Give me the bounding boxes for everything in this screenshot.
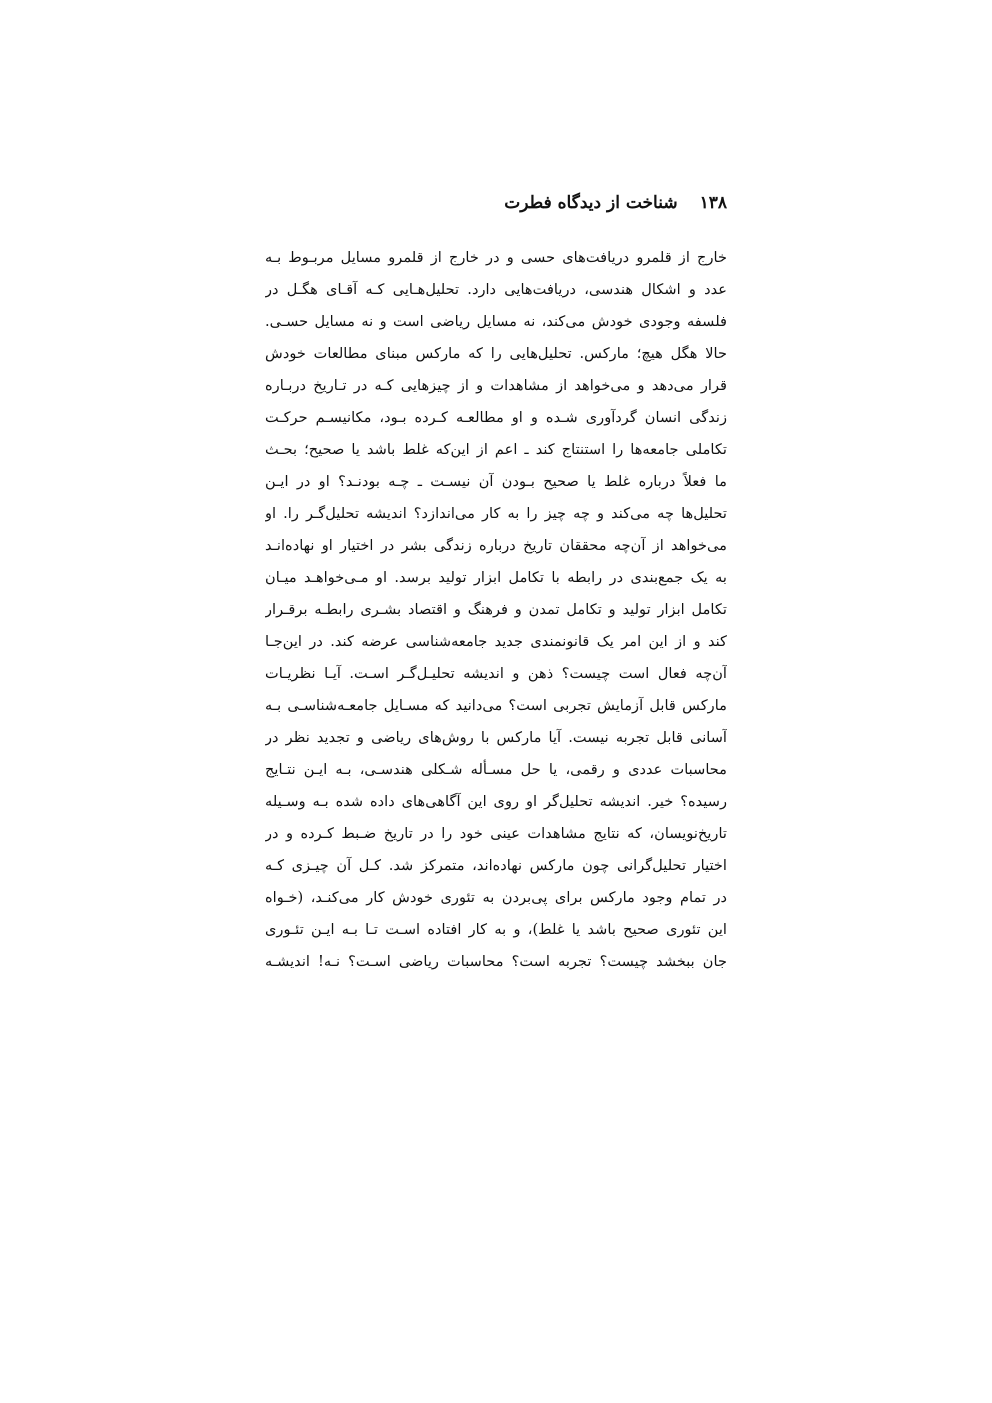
text-line: فلسفه وجودی خودش می‌کند، نه مسایل ریاضی است و نه مسایل حسـی. bbox=[265, 313, 727, 330]
text-line: تحلیل‌ها چه می‌کند و چه چیز را به کار می‌اندازد؟ اندیشه تحلیل‌گـر را. او bbox=[265, 505, 727, 522]
text-line: اختیار تحلیل‌گرانی چون مارکس نهاده‌اند، متمرکز شد. کـل آن چیـزی کـه bbox=[265, 857, 727, 874]
text-line: به یک جمع‌بندی در رابطه با تکامل ابزار تولید برسد. او مـی‌خواهـد میـان bbox=[265, 569, 727, 586]
text-line: زندگی انسان گردآوری شـده و او مطالعـه کـرده بـود، مکانیسـم حرکـت bbox=[265, 409, 727, 426]
page-number: ۱۳۸ bbox=[699, 193, 727, 213]
running-header bbox=[265, 190, 727, 216]
text-line: این تئوری صحیح باشد یا غلط)، و به کار افتاده اسـت تـا بـه ایـن تئـوری bbox=[265, 921, 727, 938]
text-line: تاریخ‌نویسان، که نتایج مشاهدات عینی خود را در تاریخ ضـبط کـرده و در bbox=[265, 825, 727, 842]
running-title: شناخت از دیدگاه فطرت bbox=[504, 193, 678, 213]
text-line: ما فعلاً درباره غلط یا صحیح بـودن آن نیسـت ـ چـه بودنـد؟ او در ایـن bbox=[265, 473, 727, 490]
text-line: قرار می‌دهد و می‌خواهد از مشاهدات و از چیزهایی کـه در تـاریخ دربـاره bbox=[265, 377, 727, 394]
text-line: آسانی قابل تجربه نیست. آیا مارکس با روش‌های ریاضی و تجدید نظر در bbox=[265, 729, 727, 746]
text-line: محاسبات عددی و رقمی، یا حل مسـأله شـکلی هندسـی، بـه ایـن نتـایج bbox=[265, 761, 727, 778]
text-line: خارج از قلمرو دریافت‌های حسی و در خارج از قلمرو مسایل مربـوط بـه bbox=[265, 249, 727, 266]
text-line: حالا هگل هیچ؛ مارکس. تحلیل‌هایی را که مارکس مبنای مطالعات خودش bbox=[265, 345, 727, 362]
text-line: در تمام وجود مارکس برای پی‌بردن به تئوری خودش کار می‌کنـد، (خـواه bbox=[265, 889, 727, 906]
text-line: کند و از این امر یک قانونمندی جدید جامعه‌شناسی عرضه کند. در این‌جـا bbox=[265, 633, 727, 650]
text-line: مارکس قابل آزمایش تجربی است؟ می‌دانید که مسـایل جامعـه‌شناسـی بـه bbox=[265, 697, 727, 714]
text-line: جان ببخشد چیست؟ تجربه است؟ محاسبات ریاضی اسـت؟ نـه! اندیشـه bbox=[265, 953, 727, 970]
text-line: می‌خواهد از آن‌چه محققان تاریخ درباره زندگی بشر در اختیار او نهاده‌انـد bbox=[265, 537, 727, 554]
text-line: عدد و اشکال هندسی، دریافت‌هایی دارد. تحلیل‌هـایی کـه آقـای هگـل در bbox=[265, 281, 727, 298]
text-line: رسیده؟ خیر. اندیشه تحلیل‌گر او روی این آگاهی‌های داده شده بـه وسـیله bbox=[265, 793, 727, 810]
body-text bbox=[265, 242, 727, 978]
text-line: تکامل ابزار تولید و تکامل تمدن و فرهنگ و اقتصاد بشـری رابطـه برقـرار bbox=[265, 601, 727, 618]
text-line: تکاملی جامعه‌ها را استنتاج کند ـ اعم از این‌که غلط باشد یا صحیح؛ بحـث bbox=[265, 441, 727, 458]
text-line: آن‌چه فعال است چیست؟ ذهن و اندیشه تحلیـل‌گـر اسـت. آیـا نظریـات bbox=[265, 665, 727, 682]
